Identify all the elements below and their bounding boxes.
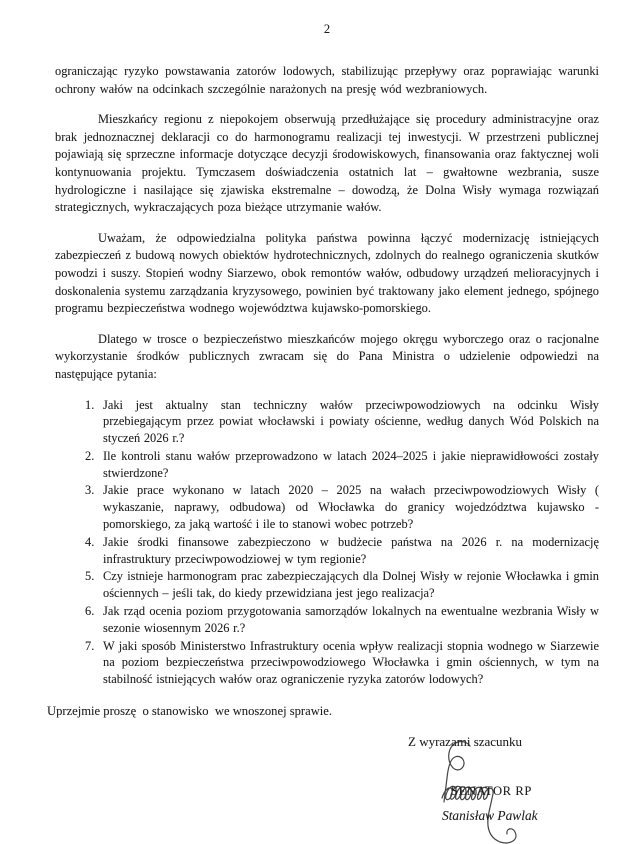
signer-name: Stanisław Pawlak: [442, 808, 538, 823]
paragraph-continuation: ograniczając ryzyko powstawania zatorów lodowych, stabilizując przepływy oraz poprawiając warunki ochrony wałów na odcinkach szczególnie narażonych na presję wód wezbraniowych.: [55, 64, 599, 96]
paragraph-policy-opinion: Uważam, że odpowiedzialna polityka państwa powinna łączyć modernizację istniejących zabezpieczeń z budową nowych obiektów hydrotechnicznych, zdolnych do realnego ograniczenia skutków powodzi i suszy. Stopień wodny Siarzewo, obok remontów wałów, odbudowy urządzeń melioracyjnych i doskonalenia systemu zarządzania kryzysowego, powinien być traktowany jako element jednego, spójnego programu bezpieczeństwa wodnego województwa kujawsko-pomorskiego.: [55, 230, 599, 316]
questions-list: [55, 397, 599, 689]
question-item-1: 1. Jaki jest aktualny stan techniczny wałów przeciwpowodziowych na odcinku Wisły przebiegającym przez powiat włocławski i powiaty ościenne, według danych Wód Polskich na styczeń 2026 r.?: [98, 397, 599, 447]
question-item-6: 6. Jak rząd ocenia poziom przygotowania samorządów lokalnych na ewentualne wezbrania Wisły w sezonie wiosennym 2026 r.?: [98, 603, 599, 637]
question-item-3: 3. Jakie prace wykonano w latach 2020 – 2025 na wałach przeciwpowodziowych Wisły ( wykaszanie, naprawy, odbudowa) od Włocławka do granicy wojedzództwa kujawsko - pomorskiego, za jaką wartość i ile to stanowi wobec potrzeb?: [98, 482, 599, 532]
page-number: 2: [323, 22, 331, 36]
question-item-2: 2. Ile kontroli stanu wałów przeprowadzono w latach 2024–2025 i jakie nieprawidłowości zostały stwierdzone?: [98, 448, 599, 482]
signoff-text: Z wyrazami szacunku: [408, 734, 523, 749]
question-item-7: 7. W jaki sposób Ministerstwo Infrastruktury ocenia wpływ realizacji stopnia wodnego w Siarzewie na poziom bezpieczeństwa przeciwpowodziowego Włocławka i gmin ościennych, w tym na stabilność istniejących wałów oraz ograniczenie ryzyka zatorów lodowych?: [98, 638, 599, 688]
signer-title: SENATOR RP: [451, 784, 533, 798]
question-item-5: 5. Czy istnieje harmonogram prac zabezpieczających dla Dolnej Wisły w rejonie Włocławka i gmin ościennych – jeśli tak, do kiedy przewidziana jest jego realizacja?: [98, 568, 599, 602]
paragraph-residents-concern: Mieszkańcy regionu z niepokojem obserwują przedłużające się procedury administracyjne oraz brak jednoznacznej deklaracji co do harmonogramu realizacji tej inwestycji. W przestrzeni publicznej pojawiają się sprzeczne informacje dotyczące decyzji środowiskowych, finansowania oraz faktycznej woli kontynuowania projektu. Tymczasem doświadczenia ostatnich lat – gwałtowne wezbrania, susze hydrologiczne i nasilające się zjawiska ekstremalne – dowodzą, że Dolna Wisły wymaga rozwiązań strategicznych, wykraczających poza bieżące utrzymanie wałów.: [55, 112, 599, 215]
question-item-4: 4. Jakie środki finansowe zabezpieczono w budżecie państwa na 2026 r. na modernizację infrastruktury przeciwpowodziowej w tym regionie?: [98, 534, 599, 568]
closing-line: Uprzejmie proszę o stanowisko we wnoszonej sprawie.: [47, 704, 333, 719]
paragraph-questions-intro: Dlatego w trosce o bezpieczeństwo mieszkańców mojego okręgu wyborczego oraz o racjonalne wykorzystanie środków publicznych zwracam się do Pana Ministra o udzielenie odpowiedzi na następujące pytania:: [55, 331, 599, 381]
